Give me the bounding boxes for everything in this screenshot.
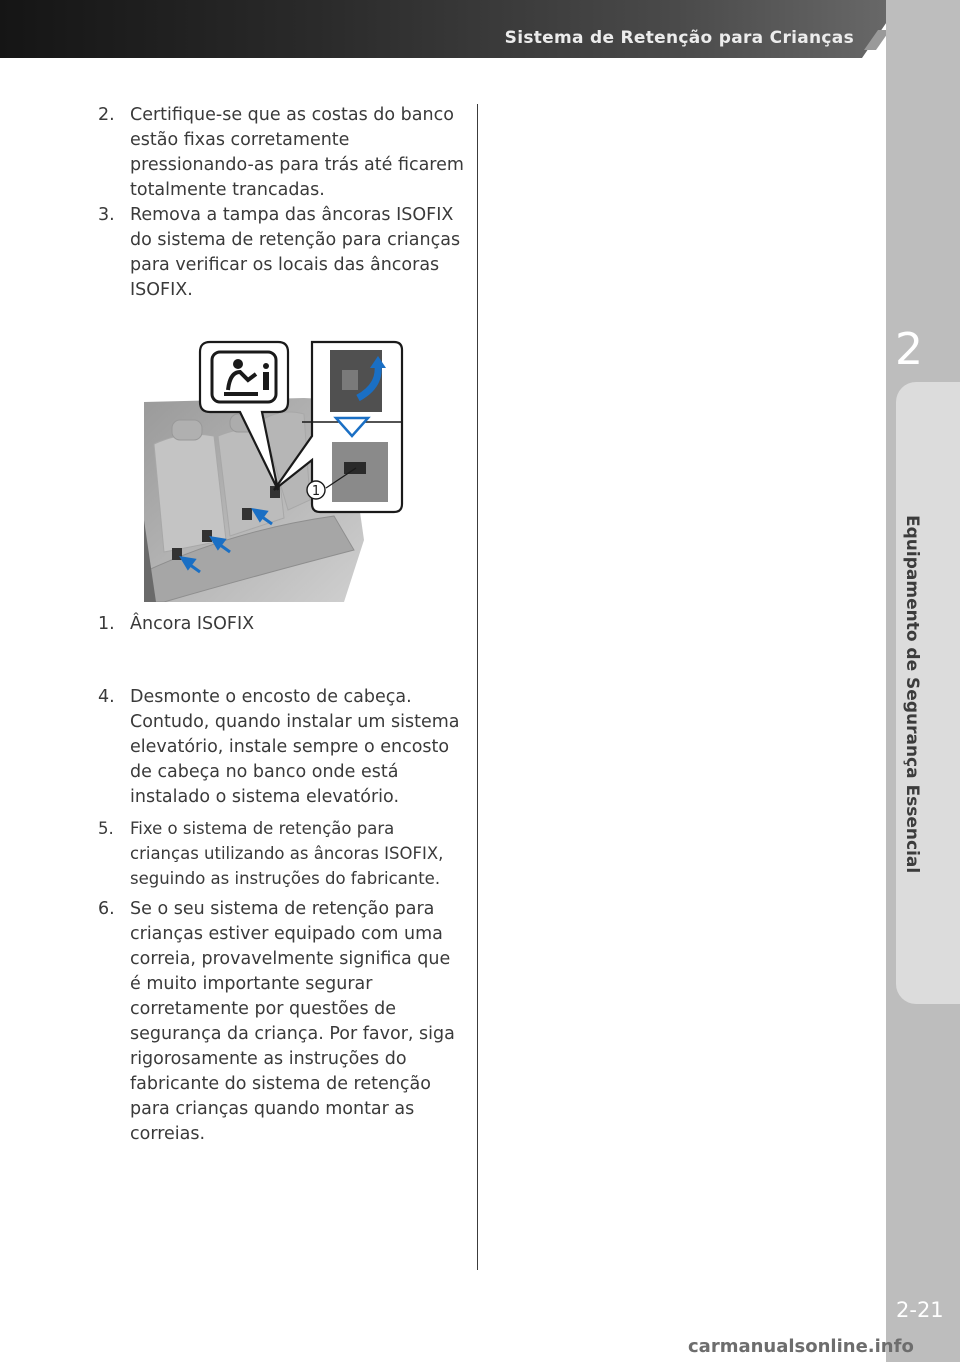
header-title: Sistema de Retenção para Crianças <box>504 28 854 48</box>
step-text: Desmonte o encosto de cabeça. Contudo, quando instalar um sistema elevatório, instale sempre o encosto de cabeça no banco onde está instalado o sistema elevatório. <box>130 687 460 807</box>
step-text: Se o seu sistema de retenção para crianças estiver equipado com uma correia, provavelmente significa que é muito importante segurar corretamente por questões de segurança da criança. Por favor, siga rigorosamente as instruções do fabricante do sistema de retenção para crianças quando montar as correias. <box>130 899 455 1144</box>
page-number: 2-21 <box>896 1298 944 1322</box>
chapter-number: 2 <box>895 324 923 375</box>
chapter-title: Equipamento de Segurança Essencial <box>902 514 922 874</box>
step-5 <box>98 816 466 891</box>
isofix-figure <box>144 340 406 602</box>
step-4 <box>98 685 466 810</box>
step-number: 2. <box>98 105 115 125</box>
step-number: 5. <box>98 819 114 838</box>
watermark: carmanualsonline.info <box>688 1336 914 1357</box>
step-2 <box>98 103 466 203</box>
chapter-tab-label <box>896 384 928 1004</box>
step-6 <box>98 897 466 1147</box>
callout-marker-text: 1 <box>311 484 321 499</box>
step-number: 6. <box>98 899 115 919</box>
page-header <box>0 0 960 58</box>
column-divider <box>477 104 478 1270</box>
rear-seat-illustration <box>144 340 406 602</box>
step-text: Certifique-se que as costas do banco estão fixas corretamente pressionando-as para trás até ficarem totalmente trancadas. <box>130 105 464 200</box>
legend-item-1 <box>98 612 466 637</box>
legend-text: Âncora ISOFIX <box>130 614 255 634</box>
legend-number: 1. <box>98 614 115 634</box>
step-text: Remova a tampa das âncoras ISOFIX do sistema de retenção para crianças para verificar os locais das âncoras ISOFIX. <box>130 205 461 300</box>
step-number: 3. <box>98 205 115 225</box>
step-text: Fixe o sistema de retenção para crianças utilizando as âncoras ISOFIX, seguindo as instruções do fabricante. <box>130 819 444 888</box>
step-number: 4. <box>98 687 115 707</box>
step-3 <box>98 203 466 303</box>
